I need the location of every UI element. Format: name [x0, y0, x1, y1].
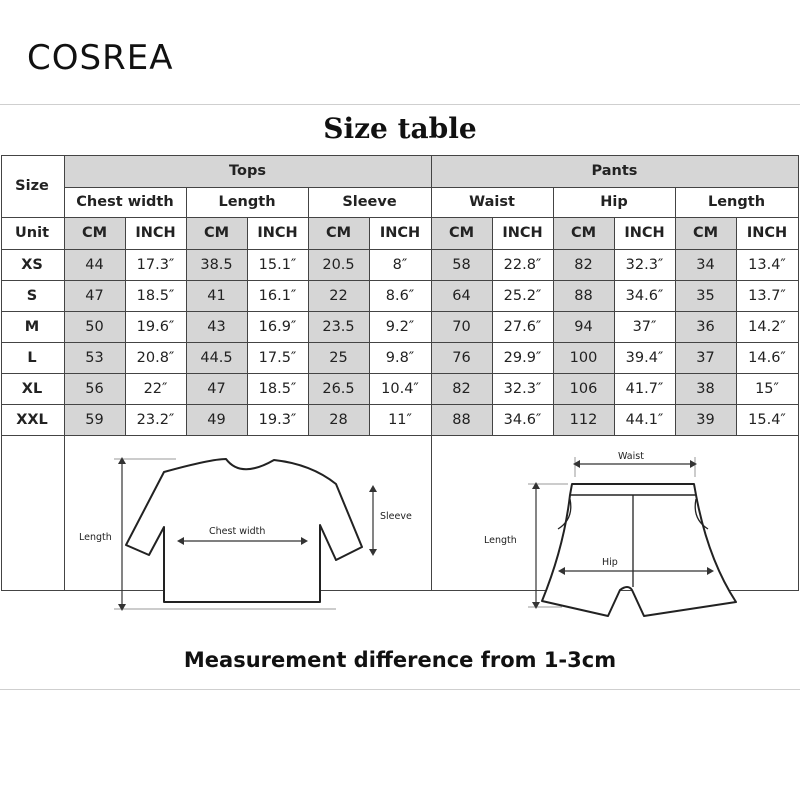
- table-grid-line: [1, 280, 798, 281]
- table-cell: 16.9″: [258, 318, 297, 335]
- table-grid-line: [308, 187, 309, 435]
- table-cell: 22″: [143, 380, 168, 397]
- table-cell: 23.2″: [136, 411, 175, 428]
- table-cell: 39.4″: [625, 349, 664, 366]
- measure-header: Length: [707, 194, 766, 210]
- table-cell: 14.6″: [748, 349, 786, 366]
- table-cell: 8″: [392, 256, 408, 273]
- table-cell: 37: [675, 342, 736, 373]
- table-grid-line: [1, 404, 798, 405]
- table-cell: 35: [675, 280, 736, 311]
- table-cell: 36: [675, 311, 736, 342]
- table-cell: 53: [64, 342, 125, 373]
- table-grid-line: [369, 217, 370, 435]
- table-grid-line: [247, 217, 248, 435]
- table-cell: 10.4″: [381, 380, 419, 397]
- unit-cell: INCH: [379, 225, 421, 241]
- table-cell: 59: [64, 404, 125, 435]
- table-cell: 47: [64, 280, 125, 311]
- size-label-cell: S: [26, 287, 38, 304]
- table-cell: 25.2″: [503, 287, 542, 304]
- table-cell: 64: [431, 280, 492, 311]
- table-cell: 18.5″: [136, 287, 175, 304]
- table-cell: 28: [308, 404, 369, 435]
- table-grid-line: [64, 187, 798, 188]
- table-cell: 76: [431, 342, 492, 373]
- table-cell: 44.5: [186, 342, 247, 373]
- group-header-pants: Pants: [431, 155, 798, 187]
- brand-logo: COSREA: [27, 38, 174, 78]
- table-cell: 44.1″: [625, 411, 664, 428]
- table-cell: 43: [186, 311, 247, 342]
- table-cell: 49: [186, 404, 247, 435]
- table-cell: 19.3″: [258, 411, 297, 428]
- unit-header: Unit: [15, 225, 49, 241]
- table-cell: 13.7″: [748, 287, 786, 304]
- table-cell: 9.8″: [385, 349, 415, 366]
- table-grid-line: [553, 187, 554, 435]
- table-grid-line: [614, 217, 615, 435]
- tops-diagram: [66, 437, 430, 633]
- header-divider: [0, 104, 800, 105]
- table-cell: 34: [675, 249, 736, 280]
- pants-diagram: [432, 437, 798, 633]
- table-cell: 18.5″: [258, 380, 297, 397]
- table-cell: 82: [431, 373, 492, 404]
- waist-label: Waist: [618, 451, 644, 462]
- unit-cell: INCH: [135, 225, 176, 241]
- table-cell: 88: [431, 404, 492, 435]
- table-cell: 26.5: [308, 373, 369, 404]
- table-cell: 17.3″: [136, 256, 175, 273]
- table-cell: 38.5: [186, 249, 247, 280]
- table-grid-line: [1, 217, 798, 218]
- table-cell: 29.9″: [503, 349, 542, 366]
- table-grid-line: [492, 217, 493, 435]
- table-cell: 15.4″: [748, 411, 786, 428]
- table-grid-line: [1, 342, 798, 343]
- table-cell: 70: [431, 311, 492, 342]
- table-cell: 22: [308, 280, 369, 311]
- unit-cell: INCH: [746, 225, 788, 241]
- table-cell: 82: [553, 249, 614, 280]
- size-label-cell: L: [27, 349, 37, 366]
- page-title: Size table: [323, 112, 477, 145]
- table-cell: 8.6″: [385, 287, 415, 304]
- table-cell: 17.5″: [258, 349, 297, 366]
- table-grid-line: [1, 249, 798, 250]
- unit-cell: CM: [186, 217, 247, 249]
- table-cell: 50: [64, 311, 125, 342]
- table-cell: 11″: [388, 411, 412, 428]
- measure-header: Sleeve: [342, 194, 397, 210]
- table-cell: 14.2″: [748, 318, 786, 335]
- unit-cell: INCH: [624, 225, 665, 241]
- size-label-cell: XXL: [16, 411, 48, 428]
- table-cell: 27.6″: [503, 318, 542, 335]
- table-cell: 32.3″: [625, 256, 664, 273]
- table-cell: 15″: [755, 380, 779, 397]
- table-cell: 112: [553, 404, 614, 435]
- chest-width-label: Chest width: [209, 526, 266, 537]
- table-cell: 9.2″: [385, 318, 415, 335]
- table-cell: 34.6″: [503, 411, 542, 428]
- table-cell: 38: [675, 373, 736, 404]
- unit-cell: INCH: [257, 225, 298, 241]
- group-header-tops: Tops: [64, 155, 431, 187]
- table-grid-line: [1, 435, 798, 436]
- size-label-cell: M: [24, 318, 40, 335]
- table-grid-line: [736, 217, 737, 435]
- table-cell: 34.6″: [625, 287, 664, 304]
- table-cell: 41: [186, 280, 247, 311]
- table-cell: 94: [553, 311, 614, 342]
- table-cell: 20.8″: [136, 349, 175, 366]
- table-cell: 15.1″: [258, 256, 297, 273]
- table-cell: 56: [64, 373, 125, 404]
- table-cell: 106: [553, 373, 614, 404]
- table-cell: 37″: [632, 318, 657, 335]
- footer-divider: [0, 689, 800, 690]
- table-cell: 47: [186, 373, 247, 404]
- table-grid-line: [125, 217, 126, 435]
- table-cell: 25: [308, 342, 369, 373]
- table-cell: 22.8″: [503, 256, 542, 273]
- hip-label: Hip: [602, 557, 618, 568]
- size-label-cell: XS: [21, 256, 43, 273]
- measure-header: Waist: [469, 194, 515, 210]
- table-cell: 23.5: [308, 311, 369, 342]
- size-header: Size: [15, 178, 49, 194]
- unit-cell: INCH: [502, 225, 543, 241]
- table-grid-line: [186, 187, 187, 435]
- measurement-note: Measurement difference from 1-3cm: [183, 648, 617, 672]
- measure-header: Hip: [600, 194, 628, 210]
- measure-header: Chest width: [76, 194, 174, 210]
- table-cell: 32.3″: [503, 380, 542, 397]
- table-cell: 44: [64, 249, 125, 280]
- measure-header: Length: [218, 194, 276, 210]
- table-cell: 39: [675, 404, 736, 435]
- sleeve-label: Sleeve: [380, 511, 412, 522]
- table-cell: 13.4″: [748, 256, 786, 273]
- table-grid-line: [1, 373, 798, 374]
- unit-cell: CM: [553, 217, 614, 249]
- unit-cell: CM: [675, 217, 736, 249]
- tops-length-label: Length: [79, 532, 112, 543]
- unit-cell: CM: [431, 217, 492, 249]
- unit-cell: CM: [308, 217, 369, 249]
- table-grid-line: [675, 187, 676, 435]
- table-cell: 16.1″: [258, 287, 297, 304]
- table-cell: 88: [553, 280, 614, 311]
- table-cell: 58: [431, 249, 492, 280]
- table-grid-line: [1, 311, 798, 312]
- unit-cell: CM: [64, 217, 125, 249]
- table-cell: 20.5: [308, 249, 369, 280]
- table-grid-line: [1, 155, 798, 156]
- size-label-cell: XL: [21, 380, 43, 397]
- table-cell: 19.6″: [136, 318, 175, 335]
- table-cell: 41.7″: [625, 380, 664, 397]
- table-cell: 100: [553, 342, 614, 373]
- pants-length-label: Length: [484, 535, 517, 546]
